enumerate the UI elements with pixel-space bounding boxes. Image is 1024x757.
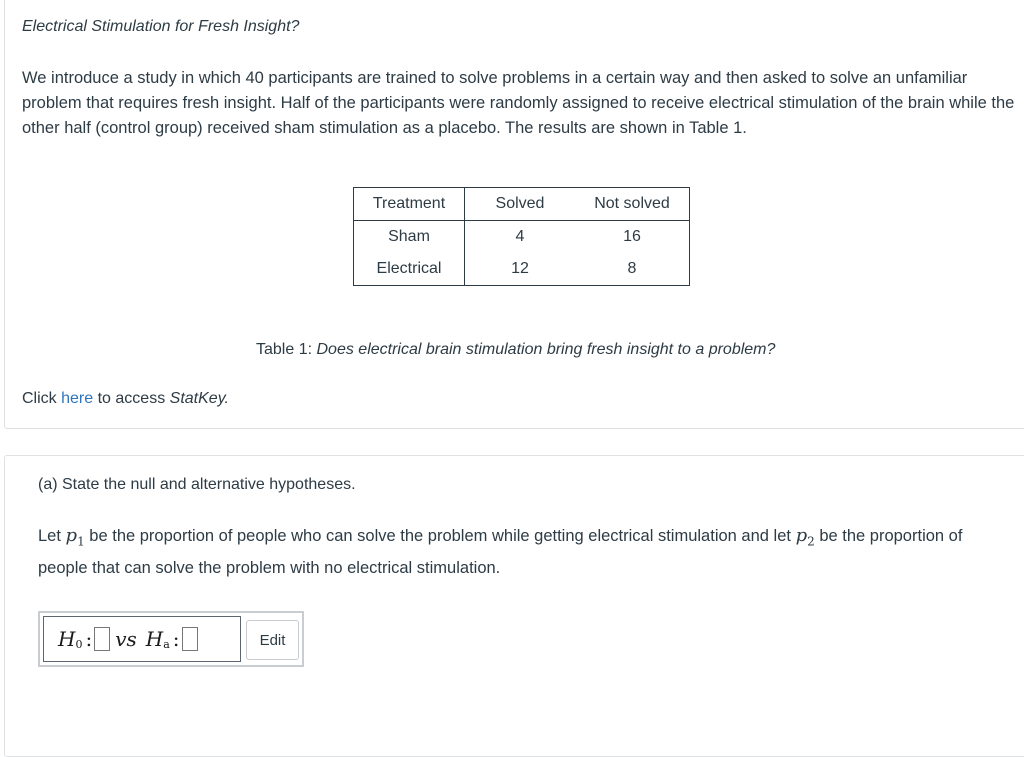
statkey-middle: to access [97, 390, 166, 407]
table-cell: 8 [627, 260, 637, 277]
caption-label: Table 1: [256, 341, 313, 358]
statkey-link[interactable]: here [61, 390, 94, 407]
variable-definition [38, 523, 998, 581]
null-hypothesis-slot[interactable] [94, 627, 110, 651]
table-cell: 16 [623, 228, 641, 245]
caption-text: Does electrical brain stimulation bring fresh insight to a problem? [316, 341, 776, 358]
let-text-3: be the proportion of people that can solve the problem with no electrical stimulation. [38, 527, 963, 577]
table-caption [256, 341, 775, 359]
let-text-2: be the proportion of people who can solve the problem while getting electrical stimulation and let [89, 527, 791, 545]
p2-symbol [795, 525, 815, 549]
ha-subscript: a [163, 637, 170, 651]
ha-colon: : [172, 627, 180, 651]
p1-sub: 1 [77, 534, 85, 549]
table-header-cell: Solved [465, 188, 576, 221]
table-cell: Sham [354, 221, 465, 254]
let-text-1: Let [38, 527, 61, 545]
vs-text: vs [115, 627, 137, 651]
h0-symbol: H [58, 627, 76, 651]
table-cell: 4 [515, 228, 525, 245]
table-cell: 12 [511, 260, 529, 277]
page-title: Electrical Stimulation for Fresh Insight? [22, 18, 300, 35]
intro-paragraph: We introduce a study in which 40 participants are trained to solve problems in a certain way and then asked to solve an unfamiliar problem that requires fresh insight. Half of the participants were randomly assigned to receive electrical stimulation of the brain while the other half (control group) received sham stimulation as a placebo. The results are shown in Table 1. [22, 69, 1015, 137]
hypothesis-math-input[interactable] [43, 616, 241, 662]
p2-sub: 2 [807, 534, 815, 549]
ha-symbol: H [145, 627, 164, 651]
edit-button[interactable]: Edit [246, 620, 299, 660]
question-part-a: (a) State the null and alternative hypotheses. [38, 476, 356, 493]
h0-subscript: 0 [75, 637, 83, 651]
table-header-row [354, 188, 690, 221]
statkey-name: StatKey. [169, 390, 229, 407]
p1-symbol [65, 525, 85, 549]
p1-var: p [65, 525, 78, 546]
h0-colon: : [85, 627, 93, 651]
statkey-prefix: Click [22, 390, 57, 407]
p2-var: p [795, 525, 808, 546]
alternative-hypothesis-slot[interactable] [182, 627, 198, 651]
table-row [354, 253, 690, 286]
table-cell: Electrical [354, 253, 465, 286]
question-card [4, 455, 1024, 757]
table-header-cell: Treatment [354, 188, 465, 221]
statkey-line [22, 390, 229, 408]
table-row [354, 221, 690, 254]
table-header-cell: Not solved [575, 188, 690, 221]
results-table [353, 187, 690, 286]
